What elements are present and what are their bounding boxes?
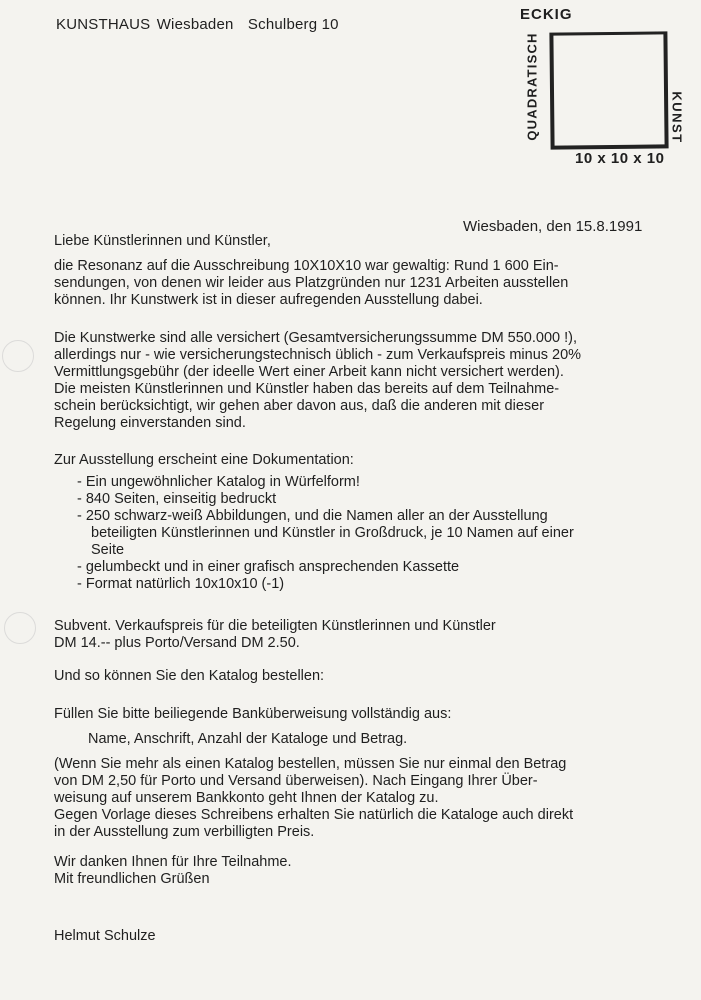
logo-text-right: KUNST xyxy=(669,91,685,144)
signature-name: Helmut Schulze xyxy=(54,928,156,944)
logo-text-bottom: 10 x 10 x 10 xyxy=(575,150,665,167)
letterhead-street: Schulberg 10 xyxy=(247,16,339,33)
list-item: - 840 Seiten, einseitig bedruckt xyxy=(77,491,277,507)
list-item-continuation: beteiligten Künstlerinnen und Künstler in Großdruck, je 10 Namen auf einer xyxy=(91,525,574,541)
paragraph-documentation: Zur Ausstellung erscheint eine Dokumentation: xyxy=(54,452,354,468)
letterhead-name: KUNSTHAUS xyxy=(56,16,151,33)
text-line: Mit freundlichen Grüßen xyxy=(54,871,210,887)
letterhead xyxy=(56,16,339,33)
paragraph-order-intro: Und so können Sie den Katalog bestellen: xyxy=(54,668,325,684)
text-line: Die meisten Künstlerinnen und Künstler haben das bereits auf dem Teilnahme- xyxy=(54,381,560,397)
text-line: (Wenn Sie mehr als einen Katalog bestellen, müssen Sie nur einmal den Betrag xyxy=(54,756,567,772)
text-line: weisung auf unserem Bankkonto geht Ihnen der Katalog zu. xyxy=(54,790,439,806)
closing xyxy=(54,854,292,888)
paragraph-transfer: Füllen Sie bitte beiliegende Banküberweisung vollständig aus: xyxy=(54,706,452,722)
list-item-continuation: Seite xyxy=(91,542,125,558)
text-line: die Resonanz auf die Ausschreibung 10X10X10 war gewaltig: Rund 1 600 Ein- xyxy=(54,258,559,274)
text-line: DM 14.-- plus Porto/Versand DM 2.50. xyxy=(54,635,300,651)
list-item: - 250 schwarz-weiß Abbildungen, und die Namen aller an der Ausstellung xyxy=(77,508,548,524)
letter-date: Wiesbaden, den 15.8.1991 xyxy=(463,218,643,235)
paragraph-price xyxy=(54,618,496,652)
text-line: können. Ihr Kunstwerk ist in dieser aufregenden Ausstellung dabei. xyxy=(54,292,483,308)
text-line: Subvent. Verkaufspreis für die beteiligten Künstlerinnen und Künstler xyxy=(54,618,496,634)
punch-hole-mark xyxy=(2,340,34,372)
text-line: in der Ausstellung zum verbilligten Preis. xyxy=(54,824,315,840)
text-line: Regelung einverstanden sind. xyxy=(54,415,246,431)
text-line: Gegen Vorlage dieses Schreibens erhalten Sie natürlich die Kataloge auch direkt xyxy=(54,807,574,823)
text-line: Wir danken Ihnen für Ihre Teilnahme. xyxy=(54,854,292,870)
logo-text-left: QUADRATISCH xyxy=(524,32,540,141)
text-line: Die Kunstwerke sind alle versichert (Gesamtversicherungssumme DM 550.000 !), xyxy=(54,330,578,346)
logo-text-top: ECKIG xyxy=(520,6,573,23)
paragraph-insurance xyxy=(54,330,581,432)
list-item: - gelumbeckt und in einer grafisch ansprechenden Kassette xyxy=(77,559,460,575)
text-line: sendungen, von denen wir leider aus Platzgründen nur 1231 Arbeiten ausstellen xyxy=(54,275,569,291)
text-line: von DM 2,50 für Porto und Versand überweisen). Nach Eingang Ihrer Über- xyxy=(54,773,538,789)
greeting: Liebe Künstlerinnen und Künstler, xyxy=(54,233,271,249)
list-item: - Format natürlich 10x10x10 (-1) xyxy=(77,576,285,592)
catalog-feature-list xyxy=(77,474,574,593)
text-line: schein berücksichtigt, wir gehen aber davon aus, daß die anderen mit dieser xyxy=(54,398,545,414)
paragraph-resonance xyxy=(54,258,568,309)
text-line: allerdings nur - wie versicherungstechnisch üblich - zum Verkaufspreis minus 20% xyxy=(54,347,582,363)
exhibition-logo xyxy=(515,4,685,169)
list-item: - Ein ungewöhnlicher Katalog in Würfelform! xyxy=(77,474,360,490)
paragraph-order-details xyxy=(54,756,573,841)
logo-square-frame xyxy=(549,31,668,149)
punch-hole-mark xyxy=(4,612,36,644)
letterhead-city: Wiesbaden xyxy=(156,16,234,33)
text-line: Vermittlungsgebühr (der ideelle Wert einer Arbeit kann nicht versichert werden). xyxy=(54,364,564,380)
transfer-fields: Name, Anschrift, Anzahl der Kataloge und Betrag. xyxy=(88,731,408,747)
